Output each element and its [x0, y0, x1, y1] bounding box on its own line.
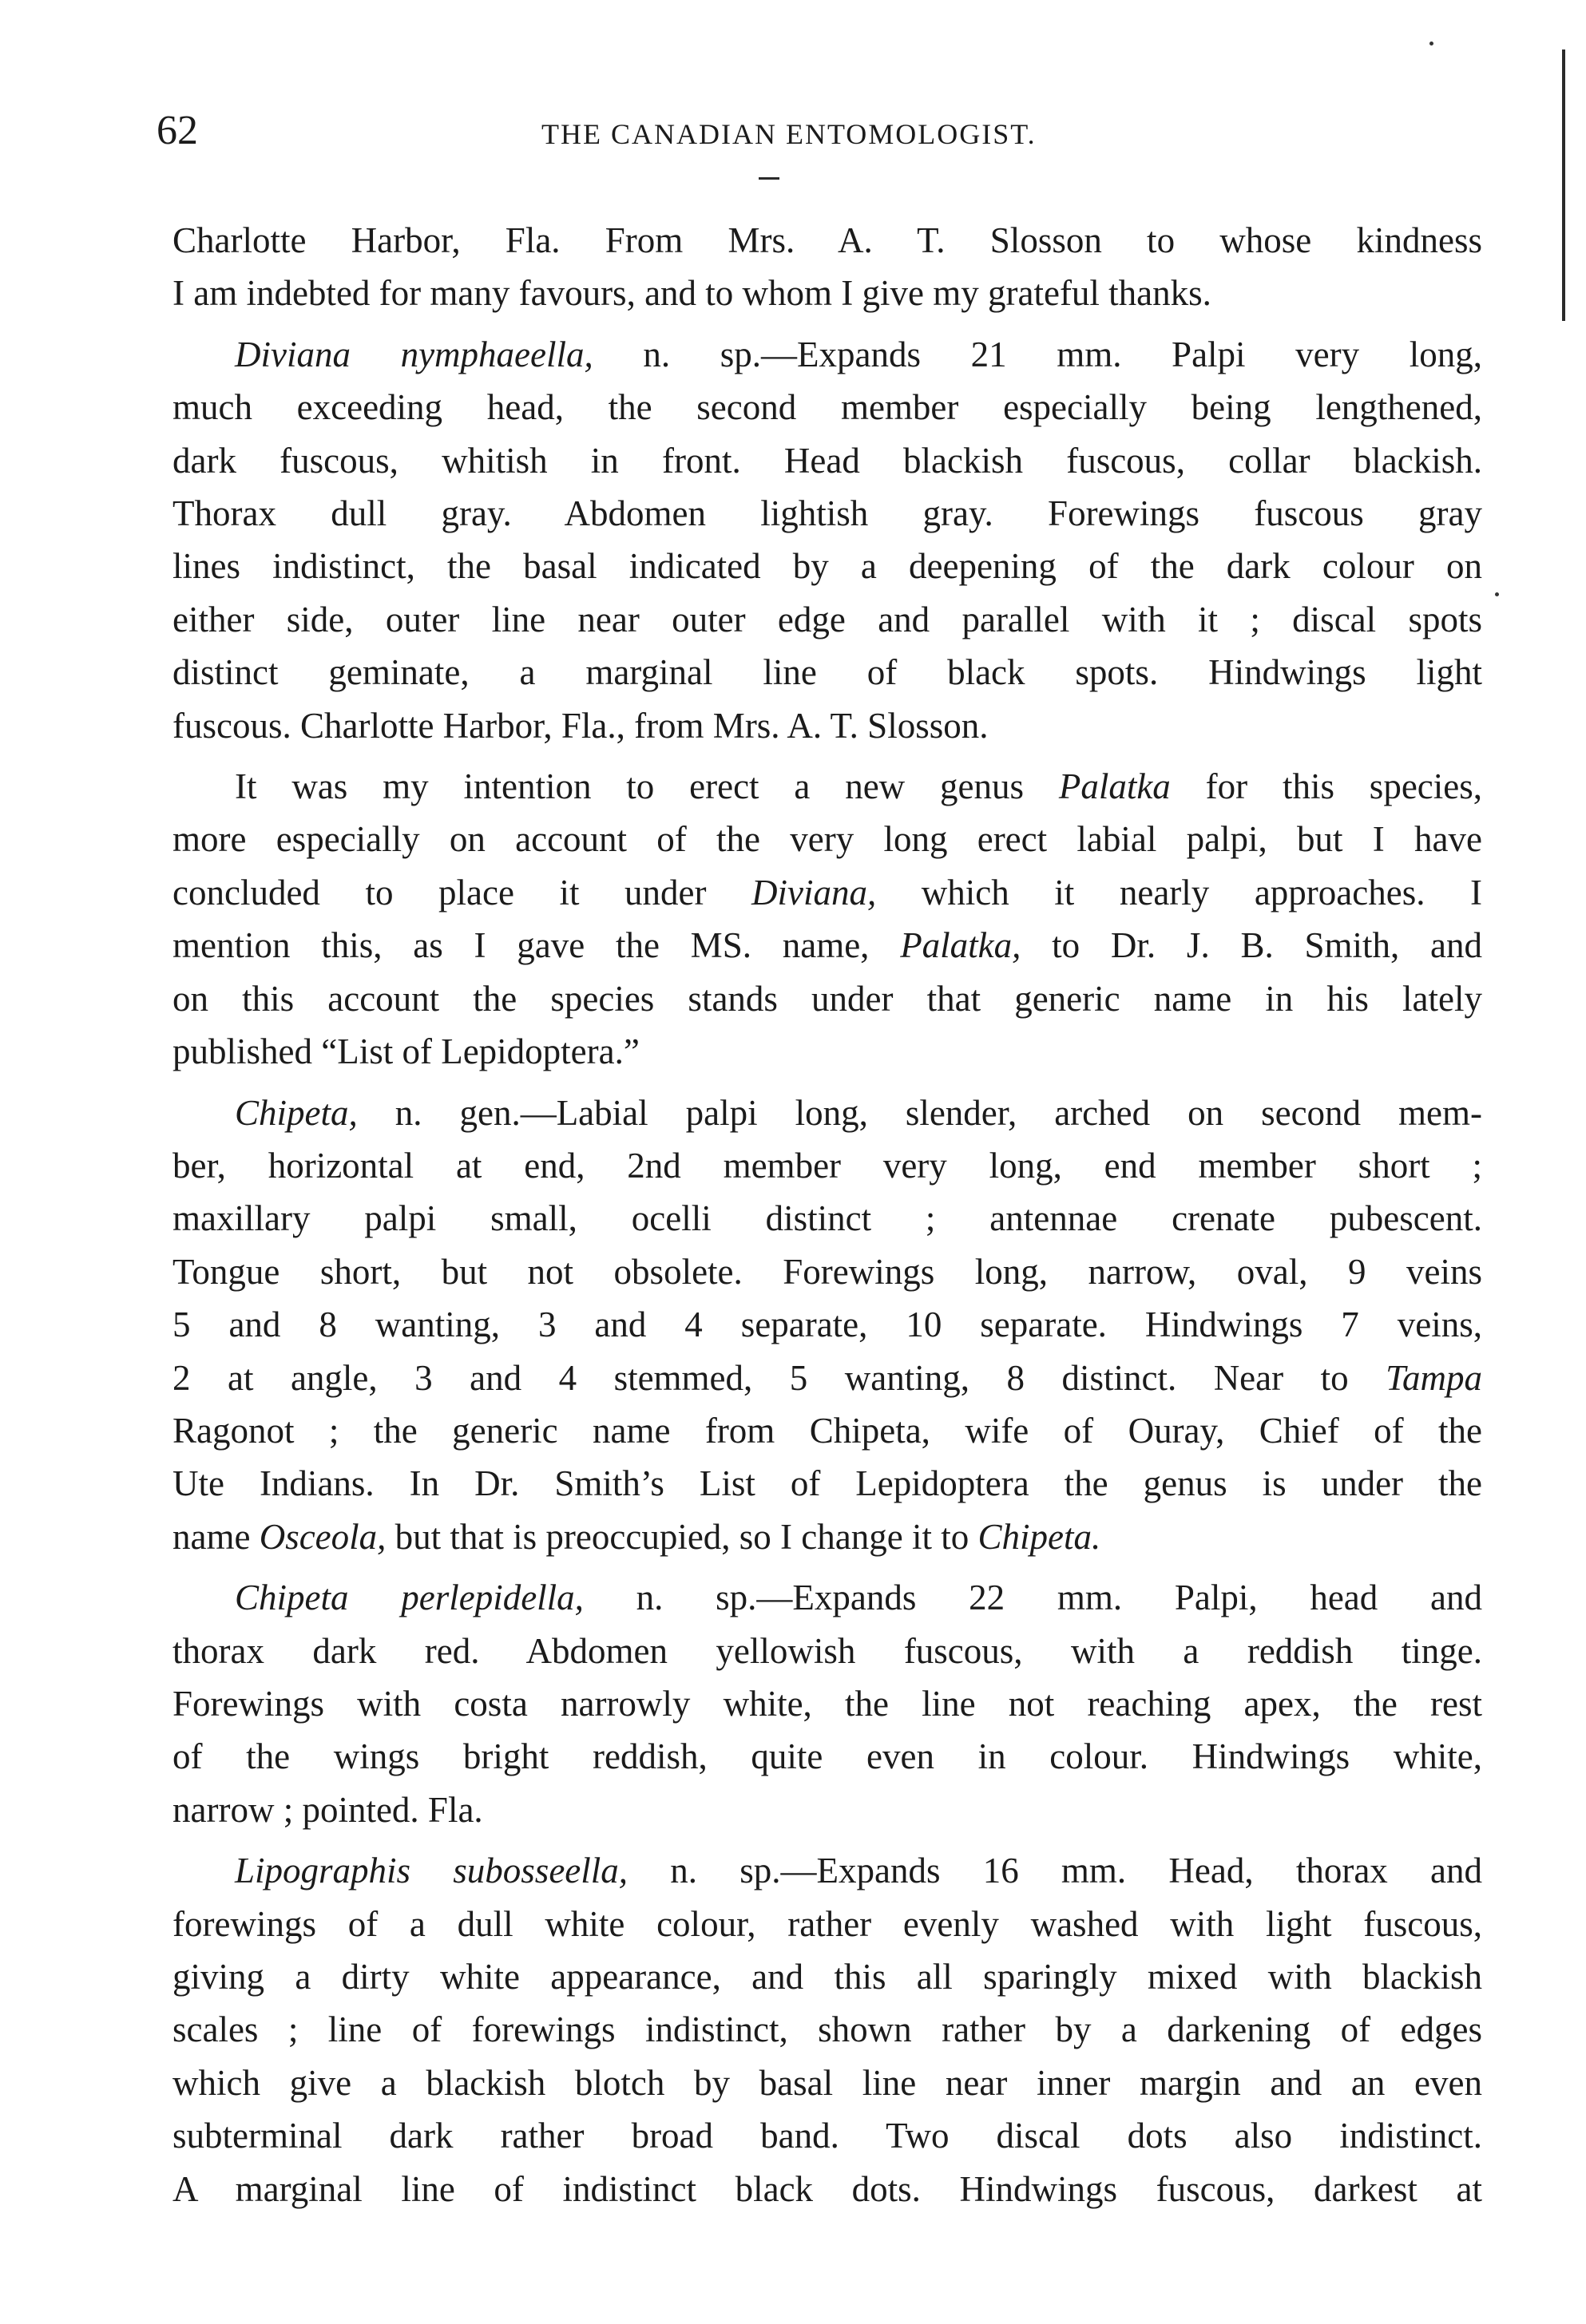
paragraph-gap: [172, 320, 1482, 328]
italic-taxon-name: Tampa: [1386, 1357, 1482, 1398]
text-run: either side, outer line near outer edge and parallel with it ; discal spots: [172, 599, 1482, 639]
text-line: [172, 1677, 1482, 1730]
text-line: [172, 1844, 1482, 1897]
text-line: [172, 1404, 1482, 1457]
text-run: name: [172, 1516, 260, 1557]
header-dash: [759, 177, 779, 180]
italic-taxon-name: Chipeta perlepidella,: [235, 1578, 584, 1618]
text-line: [172, 381, 1482, 434]
italic-taxon-name: Chipeta.: [977, 1516, 1101, 1557]
text-run: maxillary palpi small, ocelli distinct ; antennae crenate pubescent.: [172, 1198, 1482, 1239]
italic-taxon-name: Diviana nymphaeella,: [235, 334, 593, 374]
page-number: 62: [157, 108, 198, 153]
ink-speck: [1429, 42, 1433, 46]
paragraph: [172, 760, 1482, 1078]
text-line: [172, 593, 1482, 646]
text-line: [172, 1087, 1482, 1139]
text-run: distinct geminate, a marginal line of black spots. Hindwings light: [172, 652, 1482, 693]
running-head: THE CANADIAN ENTOMOLOGIST.: [541, 118, 1037, 150]
text-run: n. sp.—Expands 21 mm. Palpi very long,: [593, 334, 1482, 374]
text-line: [172, 2003, 1482, 2056]
text-line: [172, 1025, 1482, 1078]
text-line: [172, 1730, 1482, 1783]
text-run: n. gen.—Labial palpi long, slender, arched on second mem-: [357, 1092, 1482, 1133]
text-line: [172, 813, 1482, 865]
italic-taxon-name: Osceola,: [259, 1516, 387, 1557]
italic-taxon-name: Chipeta,: [235, 1092, 358, 1133]
text-line: [172, 434, 1482, 487]
paragraph-gap: [172, 1563, 1482, 1571]
text-line: [172, 214, 1482, 267]
text-line: [172, 267, 1482, 319]
italic-taxon-name: Palatka,: [900, 925, 1021, 966]
text-run: published “List of Lepidoptera.”: [172, 1031, 640, 1072]
text-line: [172, 1457, 1482, 1510]
text-run: It was my intention to erect a new genus: [235, 766, 1059, 807]
paragraph: [172, 214, 1482, 320]
text-run: forewings of a dull white colour, rather evenly washed with light fuscous,: [172, 1903, 1482, 1944]
text-line: [172, 1625, 1482, 1677]
text-line: [172, 2163, 1482, 2215]
text-line: [172, 760, 1482, 813]
text-run: more especially on account of the very long erect labial palpi, but I have: [172, 819, 1482, 860]
text-run: Charlotte Harbor, Fla. From Mrs. A. T. Slosson to whose kindness: [172, 220, 1482, 260]
text-run: Ute Indians. In Dr. Smith’s List of Lepidoptera the genus is under the: [172, 1463, 1482, 1504]
text-run: of the wings bright reddish, quite even in colour. Hindwings white,: [172, 1736, 1482, 1777]
text-line: [172, 1571, 1482, 1624]
text-line: [172, 1510, 1482, 1563]
paragraph-gap: [172, 1079, 1482, 1087]
text-run: which give a blackish blotch by basal line near inner margin and an even: [172, 2062, 1482, 2103]
text-line: [172, 919, 1482, 972]
text-line: [172, 1245, 1482, 1298]
text-line: [172, 1898, 1482, 1950]
text-run: Tongue short, but not obsolete. Forewings long, narrow, oval, 9 veins: [172, 1251, 1482, 1292]
italic-taxon-name: Palatka: [1058, 766, 1171, 807]
text-run: n. sp.—Expands 22 mm. Palpi, head and: [583, 1578, 1482, 1618]
text-line: [172, 1192, 1482, 1245]
text-run: subterminal dark rather broad band. Two discal dots also indistinct.: [172, 2116, 1482, 2156]
text-line: [172, 699, 1482, 752]
text-line: [172, 2109, 1482, 2162]
paragraph: [172, 328, 1482, 752]
text-run: I am indebted for many favours, and to whom I give my grateful thanks.: [172, 273, 1211, 314]
text-run: Forewings with costa narrowly white, the line not reaching apex, the rest: [172, 1683, 1482, 1724]
text-line: [172, 540, 1482, 592]
text-run: which it nearly approaches. I: [876, 872, 1482, 913]
paragraph-gap: [172, 1836, 1482, 1844]
text-line: [172, 1784, 1482, 1836]
text-run: giving a dirty white appearance, and this all sparingly mixed with blackish: [172, 1957, 1482, 1997]
text-run: for this species,: [1170, 766, 1483, 807]
article-body: [172, 214, 1482, 2215]
text-run: 5 and 8 wanting, 3 and 4 separate, 10 separate. Hindwings 7 veins,: [172, 1305, 1482, 1345]
text-line: [172, 1352, 1482, 1404]
paragraph: [172, 1844, 1482, 2215]
margin-rule: [1562, 49, 1565, 321]
text-line: [172, 1298, 1482, 1351]
text-run: but that is preoccupied, so I change it to: [386, 1516, 978, 1557]
text-run: narrow ; pointed. Fla.: [172, 1789, 483, 1830]
ink-speck: [1495, 592, 1499, 596]
italic-taxon-name: Lipographis subosseella,: [235, 1851, 628, 1891]
text-run: to Dr. J. B. Smith, and: [1021, 925, 1482, 966]
italic-taxon-name: Diviana,: [751, 872, 877, 913]
text-run: fuscous. Charlotte Harbor, Fla., from Mrs. A. T. Slosson.: [172, 705, 989, 746]
text-run: A marginal line of indistinct black dots. Hindwings fuscous, darkest at: [172, 2168, 1482, 2209]
text-line: [172, 866, 1482, 919]
text-run: 2 at angle, 3 and 4 stemmed, 5 wanting, 8 distinct. Near to: [172, 1357, 1386, 1398]
text-run: n. sp.—Expands 16 mm. Head, thorax and: [628, 1851, 1482, 1891]
text-run: mention this, as I gave the MS. name,: [172, 925, 901, 966]
paragraph-gap: [172, 752, 1482, 760]
text-line: [172, 972, 1482, 1025]
text-run: Thorax dull gray. Abdomen lightish gray. Forewings fuscous gray: [172, 493, 1482, 534]
text-line: [172, 646, 1482, 699]
text-run: concluded to place it under: [172, 872, 752, 913]
paragraph: [172, 1571, 1482, 1836]
text-line: [172, 487, 1482, 540]
text-run: Ragonot ; the generic name from Chipeta, wife of Ouray, Chief of the: [172, 1410, 1482, 1451]
text-run: scales ; line of forewings indistinct, shown rather by a darkening of edges: [172, 2009, 1482, 2050]
text-run: thorax dark red. Abdomen yellowish fuscous, with a reddish tinge.: [172, 1630, 1482, 1671]
text-run: dark fuscous, whitish in front. Head blackish fuscous, collar blackish.: [172, 440, 1482, 481]
text-line: [172, 328, 1482, 381]
text-line: [172, 1950, 1482, 2003]
text-run: on this account the species stands under that generic name in his lately: [172, 978, 1482, 1019]
text-line: [172, 2057, 1482, 2109]
text-run: ber, horizontal at end, 2nd member very long, end member short ;: [172, 1145, 1482, 1186]
text-run: much exceeding head, the second member especially being lengthened,: [172, 387, 1482, 428]
text-line: [172, 1139, 1482, 1192]
text-run: lines indistinct, the basal indicated by a deepening of the dark colour on: [172, 546, 1482, 587]
paragraph: [172, 1087, 1482, 1564]
